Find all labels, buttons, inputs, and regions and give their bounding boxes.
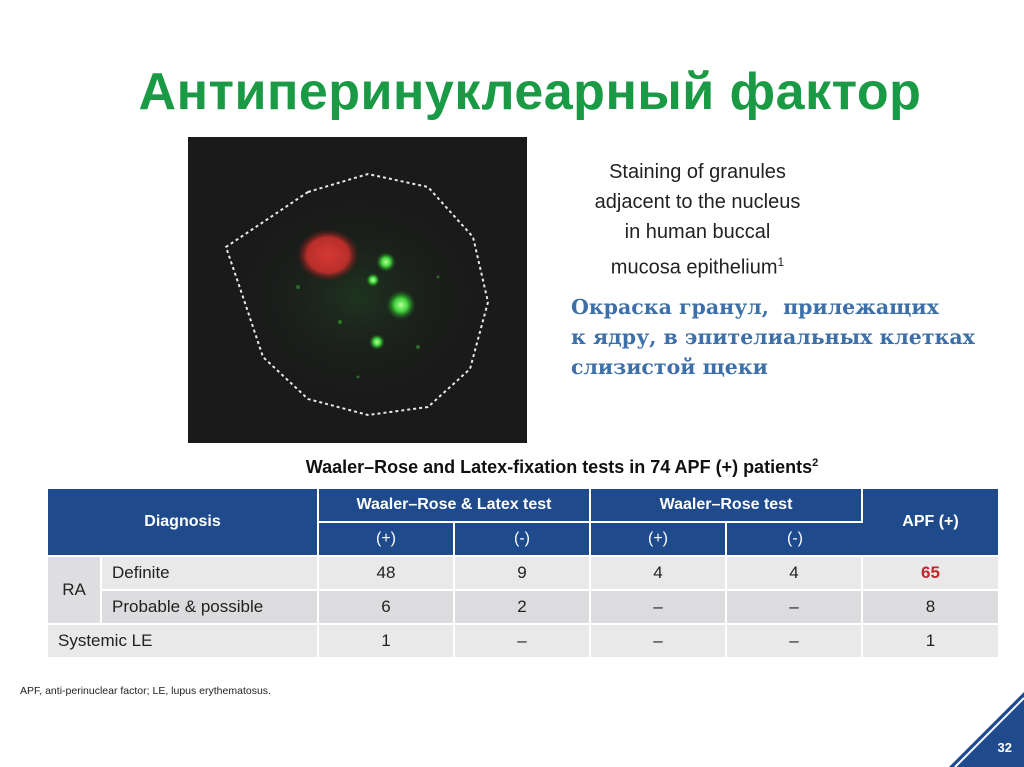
granule bbox=[376, 252, 396, 272]
granule bbox=[366, 273, 380, 287]
table-cell: – bbox=[727, 625, 863, 659]
table-row bbox=[48, 625, 998, 659]
table-cell: 4 bbox=[727, 557, 863, 591]
row-group-label: RA bbox=[48, 557, 102, 625]
subheader-negative: (-) bbox=[727, 523, 863, 557]
table-cell-highlight: 65 bbox=[863, 557, 998, 591]
table-cell: 1 bbox=[863, 625, 998, 659]
reference-marker: 1 bbox=[777, 255, 785, 269]
row-label: Systemic LE bbox=[48, 625, 319, 659]
reference-marker: 2 bbox=[812, 457, 819, 469]
footnote: APF, anti-perinuclear factor; LE, lupus erythematosus. bbox=[20, 685, 271, 697]
results-table bbox=[48, 489, 998, 659]
table-cell: 2 bbox=[455, 591, 591, 625]
table-cell: 4 bbox=[591, 557, 727, 591]
table-cell: 8 bbox=[863, 591, 998, 625]
caption-english bbox=[560, 157, 835, 283]
table-title: Waaler–Rose and Latex-fixation tests in 74 APF (+) patients$^2$ bbox=[305, 457, 819, 477]
caption-ru-line: к ядру, в эпителиальных клетках bbox=[571, 325, 975, 349]
table-cell: – bbox=[591, 625, 727, 659]
cell-fluorescence-graphic bbox=[188, 137, 527, 443]
table-cell: 48 bbox=[319, 557, 455, 591]
caption-en-line: mucosa epithelium$^1$ bbox=[610, 255, 785, 279]
table-cell: 9 bbox=[455, 557, 591, 591]
table-row bbox=[48, 557, 998, 591]
caption-ru-line: Окраска гранул, прилежащих bbox=[571, 295, 939, 319]
table-cell: 6 bbox=[319, 591, 455, 625]
table-cell: 1 bbox=[319, 625, 455, 659]
slide-title: Антиперинуклеарный фактор bbox=[138, 63, 922, 121]
caption-en-line: Staining of granules bbox=[609, 161, 786, 183]
header-diagnosis: Diagnosis bbox=[48, 489, 319, 557]
table-cell: – bbox=[455, 625, 591, 659]
page-number: 32 bbox=[997, 740, 1012, 755]
subheader-positive: (+) bbox=[319, 523, 455, 557]
caption-en-line: adjacent to the nucleus bbox=[594, 191, 801, 213]
caption-russian bbox=[571, 292, 1011, 382]
granule bbox=[369, 334, 385, 350]
nucleus bbox=[298, 230, 358, 280]
microscopy-image bbox=[188, 137, 527, 443]
corner-decoration bbox=[949, 692, 1024, 767]
table-cell: – bbox=[727, 591, 863, 625]
header-apf: APF (+) bbox=[863, 489, 998, 557]
table-cell: – bbox=[591, 591, 727, 625]
header-waaler-rose: Waaler–Rose test bbox=[591, 489, 863, 523]
caption-en-line: in human buccal bbox=[624, 221, 771, 243]
subheader-positive: (+) bbox=[591, 523, 727, 557]
row-label: Probable & possible bbox=[102, 591, 319, 625]
caption-ru-line: слизистой щеки bbox=[571, 355, 768, 379]
granule bbox=[386, 290, 416, 320]
row-label: Definite bbox=[102, 557, 319, 591]
subheader-negative: (-) bbox=[455, 523, 591, 557]
table-row bbox=[48, 591, 998, 625]
header-waaler-rose-latex: Waaler–Rose & Latex test bbox=[319, 489, 591, 523]
